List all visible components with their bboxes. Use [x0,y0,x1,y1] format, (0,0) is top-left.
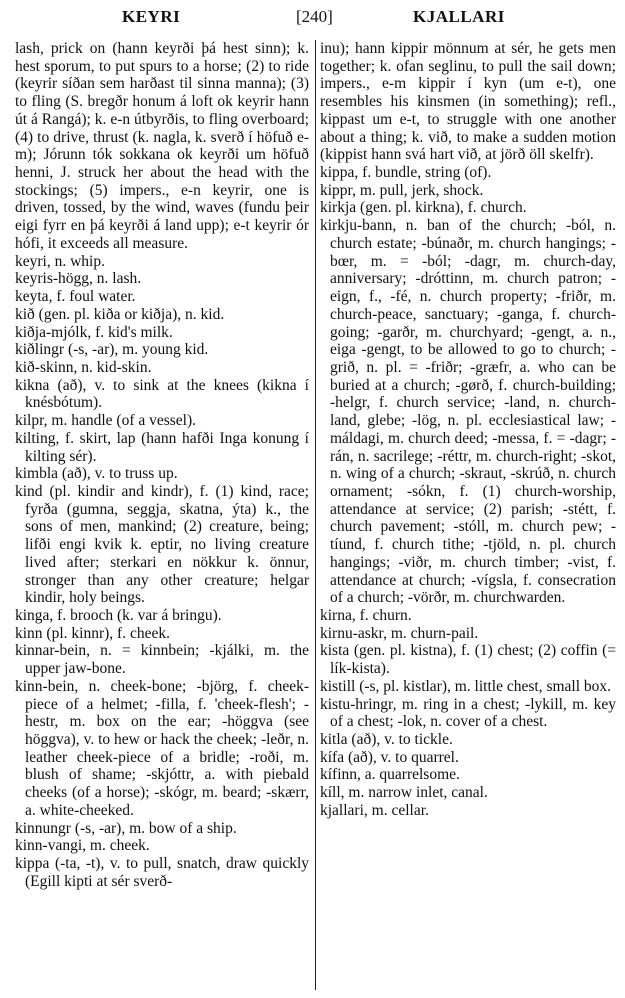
entry: kitla (að), v. to tickle. [320,731,453,749]
entry: kinn (pl. kinnr), f. cheek. [15,624,170,642]
entry: kið-skinn, n. kid-skin. [15,358,152,376]
entry: kiðlingr (-s, -ar), m. young kid. [15,341,209,359]
entry: kind (pl. kindir and kindr), f. (1) kind, race; fyrða (gumna, seggja, skatna, ýta) k., the sons of men, mankind; (2) creature, being; lifði engi kvik k. eptir, no living creature lived after; sterkari en nökkur k. önnur, stronger than any other creature; helgar kindir, holy beings. [15,482,309,607]
entry: kilpr, m. handle (of a vessel). [15,412,197,430]
entry: keyri, n. whip. [15,252,105,270]
entry: keyta, f. foul water. [15,288,136,306]
entry: kistu-hringr, m. ring in a chest; -lykill, m. key of a chest; -lok, n. cover of a chest. [320,695,616,731]
entry: kinn-vangi, m. cheek. [15,837,150,855]
entry: kista (gen. pl. kistna), f. (1) chest; (2) coffin (= lík-kista). [320,642,616,678]
entry: kikna (að), v. to sink at the knees (kikna í knésbótum). [15,376,309,412]
entry: kinn-bein, n. cheek-bone; -björg, f. cheek-piece of a helmet; -filla, f. 'cheek-flesh'; -hestr, m. box on the ear; -höggva (see höggva), v. to hew or hack the cheek; -leðr, n. leather cheek-piece of a bridle; -roði, m. blush of shame; -skjóttr, a. with piebald cheeks (of a horse); -skógr, m. beard; -skærr, a. white-cheeked. [15,677,309,819]
entry: kíll, m. narrow inlet, canal. [320,784,488,802]
entry: kjallari, m. cellar. [320,801,429,819]
entry: kirnu-askr, m. churn-pail. [320,624,479,642]
right-column [320,40,616,992]
entry: kirna, f. churn. [320,607,412,624]
entry: kið (gen. pl. kiða or kiðja), n. kid. [15,305,225,323]
entry: kippa, f. bundle, string (of). [320,164,492,182]
entry: kippr, m. pull, jerk, shock. [320,181,484,199]
page-number: [240] [296,7,333,26]
entry: kífinn, a. quarrelsome. [320,766,460,784]
header-left-guide-word: KEYRI [122,7,181,26]
entry: kippa (-ta, -t), v. to pull, snatch, draw quickly (Egill kipti at sér sverð- [15,855,309,890]
page-header [0,5,625,29]
entry: kinnar-bein, n. = kinnbein; -kjálki, m. the upper jaw-bone. [15,642,309,678]
header-right-guide-word: KJALLARI [413,7,505,26]
entry: kinnungr (-s, -ar), m. bow of a ship. [15,819,237,837]
entry-continuation: inu); hann kippir mönnum at sér, he gets men together; k. ofan seglinu, to pull the sail down; impers., e-m kippir í kyn (um e-t), one resembles his kinsmen (in something); refl., kippast um e-t, to struggle with one another about a thing; k. við, to make a sudden motion (kippist hann svá hart við, at jörð öll skelfr). [320,40,616,164]
entry: kífa (að), v. to quarrel. [320,748,459,766]
column-divider [315,40,316,990]
entry: kirkju-bann, n. ban of the church; -ból, n. church estate; -búnaðr, m. church hangings; -bœr, m. = -ból; -dagr, m. church-day, anniversary; -dróttinn, m. church patron; -eign, f., -fé, n. church property; -friðr, m. church-peace, sanctuary; -ganga, f. church-going; -garðr, m. churchyard; -gengt, a. n., eiga -gengt, to be allowed to go to church; -grið, n. pl. = -friðr; -græfr, a. who can be buried at a church; -gørð, f. church-building; -helgr, f. church service; -land, n. church-land, glebe; -lög, n. pl. ecclesiastical law; -máldagi, m. church deed; -messa, f. = -dagr; -rán, n. sacrilege; -réttr, m. church-right; -skot, n. wing of a church; -skraut, -skrúð, n. church ornament; -sókn, f. (1) church-worship, attendance at service; (2) parish; -stétt, f. church pavement; -stóll, m. church pew; -tíund, f. church tithe; -tjöld, n. pl. church hangings; -viðr, m. church timber; -vist, f. attendance at church; -vígsla, f. consecration of a church; -vörðr, m. churchwarden. [320,217,616,607]
entry: kirkja (gen. pl. kirkna), f. church. [320,199,527,217]
entry: kilting, f. skirt, lap (hann hafði Inga konung í kilting sér). [15,429,309,465]
entry: kistill (-s, pl. kistlar), m. little chest, small box. [320,677,612,695]
entry: kinga, f. brooch (k. var á bringu). [15,607,222,624]
entry: keyris-högg, n. lash. [15,270,142,288]
entry: kiðja-mjólk, f. kid's milk. [15,323,173,341]
entry-continuation: lash, prick on (hann keyrði þá hest sinn); k. hest sporum, to put spurs to a horse; (2) to ride (keyrir síðan sem harðast til sinna manna); (3) to fling (S. bregðr honum á loft ok keyrir hann út á Rangá); k. e-n útbyrðis, to fling overboard; (4) to drive, thrust (k. nagla, k. sverð í höfuð e-m); Jórunn tók sokkana ok keyrði um höfuð henni, J. struck her about the head with the stockings; (5) impers., e-n keyrir, one is driven, tossed, by the wind, waves (fundu þeir eigi fyrr en þá keyrði á land upp); e-t keyrir ór hófi, it exceeds all measure. [15,40,309,252]
entry: kimbla (að), v. to truss up. [15,465,178,483]
left-column [15,40,309,992]
